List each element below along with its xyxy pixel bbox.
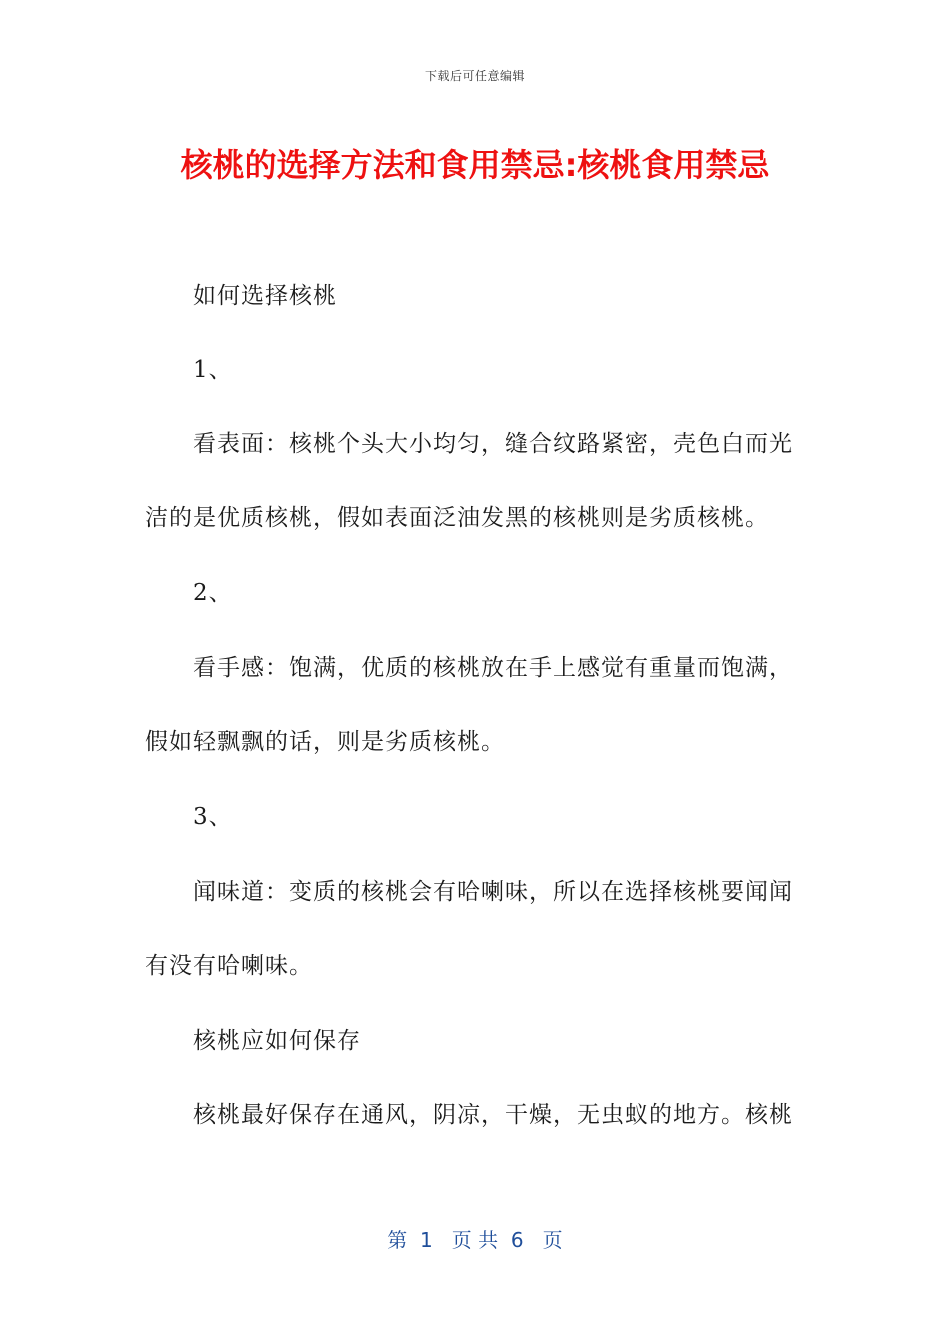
paragraph-line: 看手感：饱满，优质的核桃放在手上感觉有重量而饱满， (193, 655, 793, 681)
list-number-2: 2、 (193, 580, 233, 606)
page-number-footer: 第 1 页 共 6 页 (387, 1228, 563, 1252)
paragraph-line: 有没有哈喇味。 (145, 953, 313, 979)
header-note: 下载后可任意编辑 (424, 69, 525, 83)
paragraph-line: 闻味道：变质的核桃会有哈喇味，所以在选择核桃要闻闻 (193, 879, 793, 905)
paragraph-line: 看表面：核桃个头大小均匀，缝合纹路紧密，壳色白而光 (193, 431, 793, 457)
paragraph-line: 核桃最好保存在通风，阴凉，干燥，无虫蚁的地方。核桃 (193, 1102, 793, 1128)
list-number-1: 1、 (193, 357, 233, 383)
section-heading-storage: 核桃应如何保存 (193, 1028, 361, 1054)
paragraph-line: 洁的是优质核桃，假如表面泛油发黑的核桃则是劣质核桃。 (145, 505, 769, 531)
document-title: 核桃的选择方法和食用禁忌:核桃食用禁忌 (180, 146, 770, 184)
list-number-3: 3、 (193, 804, 233, 830)
paragraph-line: 假如轻飘飘的话，则是劣质核桃。 (145, 729, 505, 755)
section-heading-how-to-choose: 如何选择核桃 (193, 283, 337, 309)
